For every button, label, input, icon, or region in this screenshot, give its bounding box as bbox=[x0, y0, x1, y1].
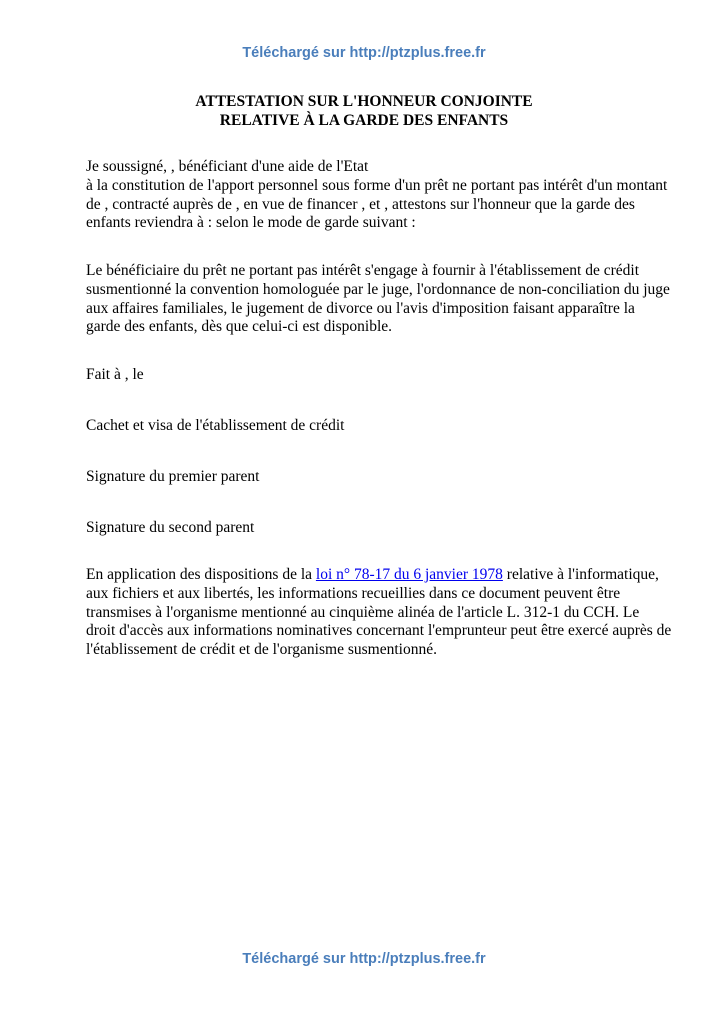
law-hyperlink[interactable]: loi n° 78-17 du 6 janvier 1978 bbox=[315, 566, 503, 583]
paragraph-line: enfants reviendra à : selon le mode de garde suivant : bbox=[86, 214, 416, 232]
paragraph-line: garde des enfants, dès que celui-ci est disponible. bbox=[86, 318, 393, 336]
paragraph-line bbox=[86, 566, 666, 585]
document-title-line1: ATTESTATION SUR L'HONNEUR CONJOINTE bbox=[195, 93, 533, 110]
date-place-line: Fait à , le bbox=[86, 366, 144, 383]
signature-second-parent-label: Signature du second parent bbox=[86, 519, 255, 536]
paragraph-declaration bbox=[86, 158, 666, 233]
paragraph-engagement bbox=[86, 262, 670, 337]
paragraph-line: Le bénéficiaire du prêt ne portant pas intérêt s'engage à fournir à l'établissement de crédit bbox=[86, 262, 640, 279]
document-title bbox=[0, 93, 728, 130]
paragraph-line: susmentionné la convention homologuée par le juge, l'ordonnance de non-conciliation du juge bbox=[86, 280, 670, 298]
paragraph-line: transmises à l'organisme mentionné au cinquième alinéa de l'article L. 312-1 du CCH. Le bbox=[86, 603, 640, 621]
legal-notice-text-before-link: En application des dispositions de la bbox=[86, 566, 316, 583]
paragraph-line: l'établissement de crédit et de l'organisme susmentionné. bbox=[86, 641, 437, 659]
document-title-line2: RELATIVE À LA GARDE DES ENFANTS bbox=[219, 111, 509, 129]
paragraph-line: de , contracté auprès de , en vue de financer , et , attestons sur l'honneur que la garde des bbox=[86, 195, 635, 213]
paragraph-line: Je soussigné, , bénéficiant d'une aide de l'Etat bbox=[86, 158, 369, 175]
paragraph-line: à la constitution de l'apport personnel sous forme d'un prêt ne portant pas intérêt d'un montant bbox=[86, 176, 668, 194]
paragraph-line: aux fichiers et aux libertés, les informations recueillies dans ce document peuvent être bbox=[86, 584, 621, 602]
footer-watermark-link[interactable]: Téléchargé sur http://ptzplus.free.fr bbox=[242, 951, 486, 967]
paragraph-line: aux affaires familiales, le jugement de divorce ou l'avis d'imposition faisant apparaître la bbox=[86, 299, 635, 317]
stamp-visa-label: Cachet et visa de l'établissement de crédit bbox=[86, 417, 345, 434]
paragraph-legal-notice bbox=[86, 566, 672, 660]
legal-notice-text-after-link: relative à l'informatique, bbox=[502, 566, 659, 583]
paragraph-line: droit d'accès aux informations nominatives concernant l'emprunteur peut être exercé auprès de bbox=[86, 622, 672, 640]
header-watermark-link[interactable]: Téléchargé sur http://ptzplus.free.fr bbox=[242, 45, 486, 61]
signature-first-parent-label: Signature du premier parent bbox=[86, 468, 260, 485]
